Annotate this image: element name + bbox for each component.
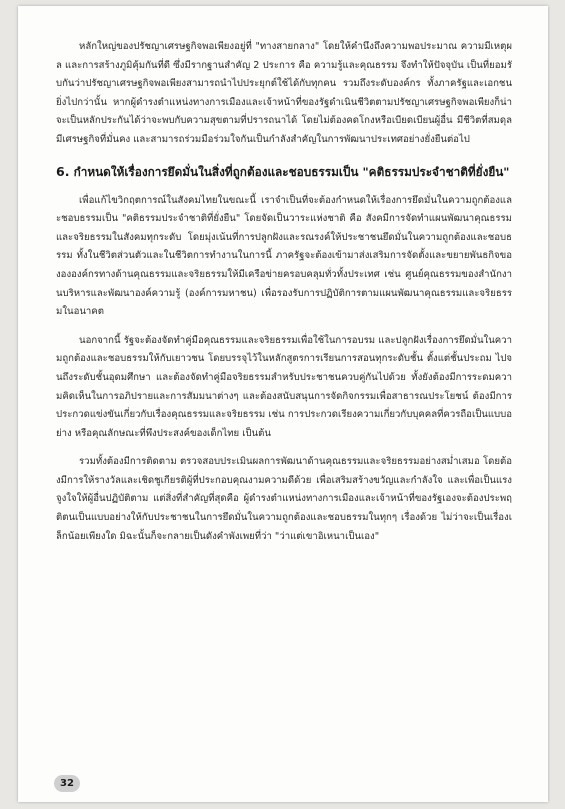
section-heading [56, 162, 512, 182]
document-page [18, 6, 548, 802]
body-paragraph-1: เพื่อแก้ไขวิกฤตการณ์ในสังคมไทยในขณะนี้ เราจำเป็นที่จะต้องกำหนดให้เรื่องการยึดมั่นในความถูกต้องและชอบธรรมเป็น "คติธรรมประจำชาติที่ยั่งยืน" โดยจัดเป็นวาระแห่งชาติ คือ สังคมีการจัดทำแผนพัฒนาคุณธรรมและจริยธรรมในสังคมทุกระดับ โดยมุ่งเน้นที่การปลูกฝังและรณรงค์ให้ประชาชนยึดมั่นในความถูกต้องและชอบธรรม ทั้งในชีวิตส่วนตัวและในชีวิตการทำงานในการนี้ ภาครัฐจะต้องเข้ามาส่งเสริมการจัดตั้งและขยายพันธกิจของององค์กรทางด้านคุณธรรมและจริยธรรมให้มีเครือข่ายครอบคลุมทั่วทั้งประเทศ เช่น ศูนย์คุณธรรมของสำนักงานบริหารและพัฒนาองค์ความรู้ (องค์การมหาชน) เพื่อรองรับการปฏิบัติการตามแผนพัฒนาคุณธรรมและจริยธรรมในอนาคต [56, 194, 512, 318]
body-paragraph-2: นอกจากนี้ รัฐจะต้องจัดทำคู่มือคุณธรรมและจริยธรรมเพื่อใช้ในการอบรม และปลูกฝังเรื่องการยึดมั่นในความถูกต้องและชอบธรรมให้กับเยาวชน โดยบรรจุไว้ในหลักสูตรการเรียนการสอนทุกระดับชั้น ตั้งแต่ชั้นประถม ไปจนถึงระดับชั้นอุดมศึกษา และต้องจัดทำคู่มือจริยธรรมสำหรับประชาชนควบคู่กันไปด้วย ทั้งยังต้องมีการระดมความคิดเห็นในการอภิปรายและการสัมมนาต่างๆ และต้องสนับสนุนการจัดกิจกรรมเพื่อสาธารณประโยชน์ ต้องมีการประกวดแข่งขันเกี่ยวกับเรื่องคุณธรรมและจริยธรรม เช่น การประกวดเรียงความเกี่ยวกับบุคคลที่ควรถือเป็นแบบอย่าง หรือคุณลักษณะที่พึงประสงค์ของเด็กไทย เป็นต้น [56, 334, 512, 439]
section-number: 6. [56, 163, 70, 179]
intro-paragraph: หลักใหญ่ของปรัชญาเศรษฐกิจพอเพียงอยู่ที่ "ทางสายกลาง" โดยให้คำนึงถึงความพอประมาณ ความมีเหตุผล และการสร้างภูมิคุ้มกันที่ดี ซึ่งมีรากฐานสำคัญ 2 ประการ คือ ความรู้และคุณธรรม จึงทำให้ปัจจุบัน เป็นที่ยอมรับกันว่าปรัชญาเศรษฐกิจพอเพียงสามารถนำไปประยุกต์ใช้ได้กับทุกคน รวมถึงระดับองค์กร ทั้งภาครัฐและเอกชน ยิ่งไปกว่านั้น หากผู้ดำรงตำแหน่งทางการเมืองและเจ้าหน้าที่ของรัฐดำเนินชีวิตตามปรัชญาเศรษฐกิจพอเพียงก็น่าจะเป็นหลักประกันได้ว่าจะพบกับความสุขตามที่ปรารถนาได้ โดยไม่ต้องคดโกงหรือเบียดเบียนผู้อื่น มีชีวิตที่สมดุล มีเศรษฐกิจที่มั่นคง และสามารถร่วมมือร่วมใจกันเป็นกำลังสำคัญในการพัฒนาประเทศอย่างยั่งยืนต่อไป [56, 41, 512, 145]
page-content [56, 38, 512, 546]
section-title: กำหนดให้เรื่องการยึดมั่นในสิ่งที่ถูกต้องและชอบธรรมเป็น "คติธรรมประจำชาติที่ยั่งยืน" [73, 164, 510, 179]
body-paragraph-3: รวมทั้งต้องมีการติดตาม ตรวจสอบประเมินผลการพัฒนาด้านคุณธรรมและจริยธรรมอย่างสม่ำเสมอ โดยต้องมีการให้รางวัลและเชิดชูเกียรติผู้ที่ประกอบคุณงามความดีด้วย เพื่อเสริมสร้างขวัญและกำลังใจ และเพื่อเป็นแรงจูงใจให้ผู้อื่นปฏิบัติตาม แต่สิ่งที่สำคัญที่สุดคือ ผู้ดำรงตำแหน่งทางการเมืองและเจ้าหน้าที่ของรัฐเองจะต้องประพฤติตนเป็นแบบอย่างให้กับประชาชนในการยึดมั่นในความถูกต้องและชอบธรรมในทุกๆ เรื่องด้วย ไม่ว่าจะเป็นเรื่องเล็กน้อยเพียงใด มิฉะนั้นก็จะกลายเป็นดังคำพังเพยที่ว่า "ว่าแต่เขาอิเหนาเป็นเอง" [56, 456, 512, 542]
page-number-badge: 32 [54, 775, 80, 792]
